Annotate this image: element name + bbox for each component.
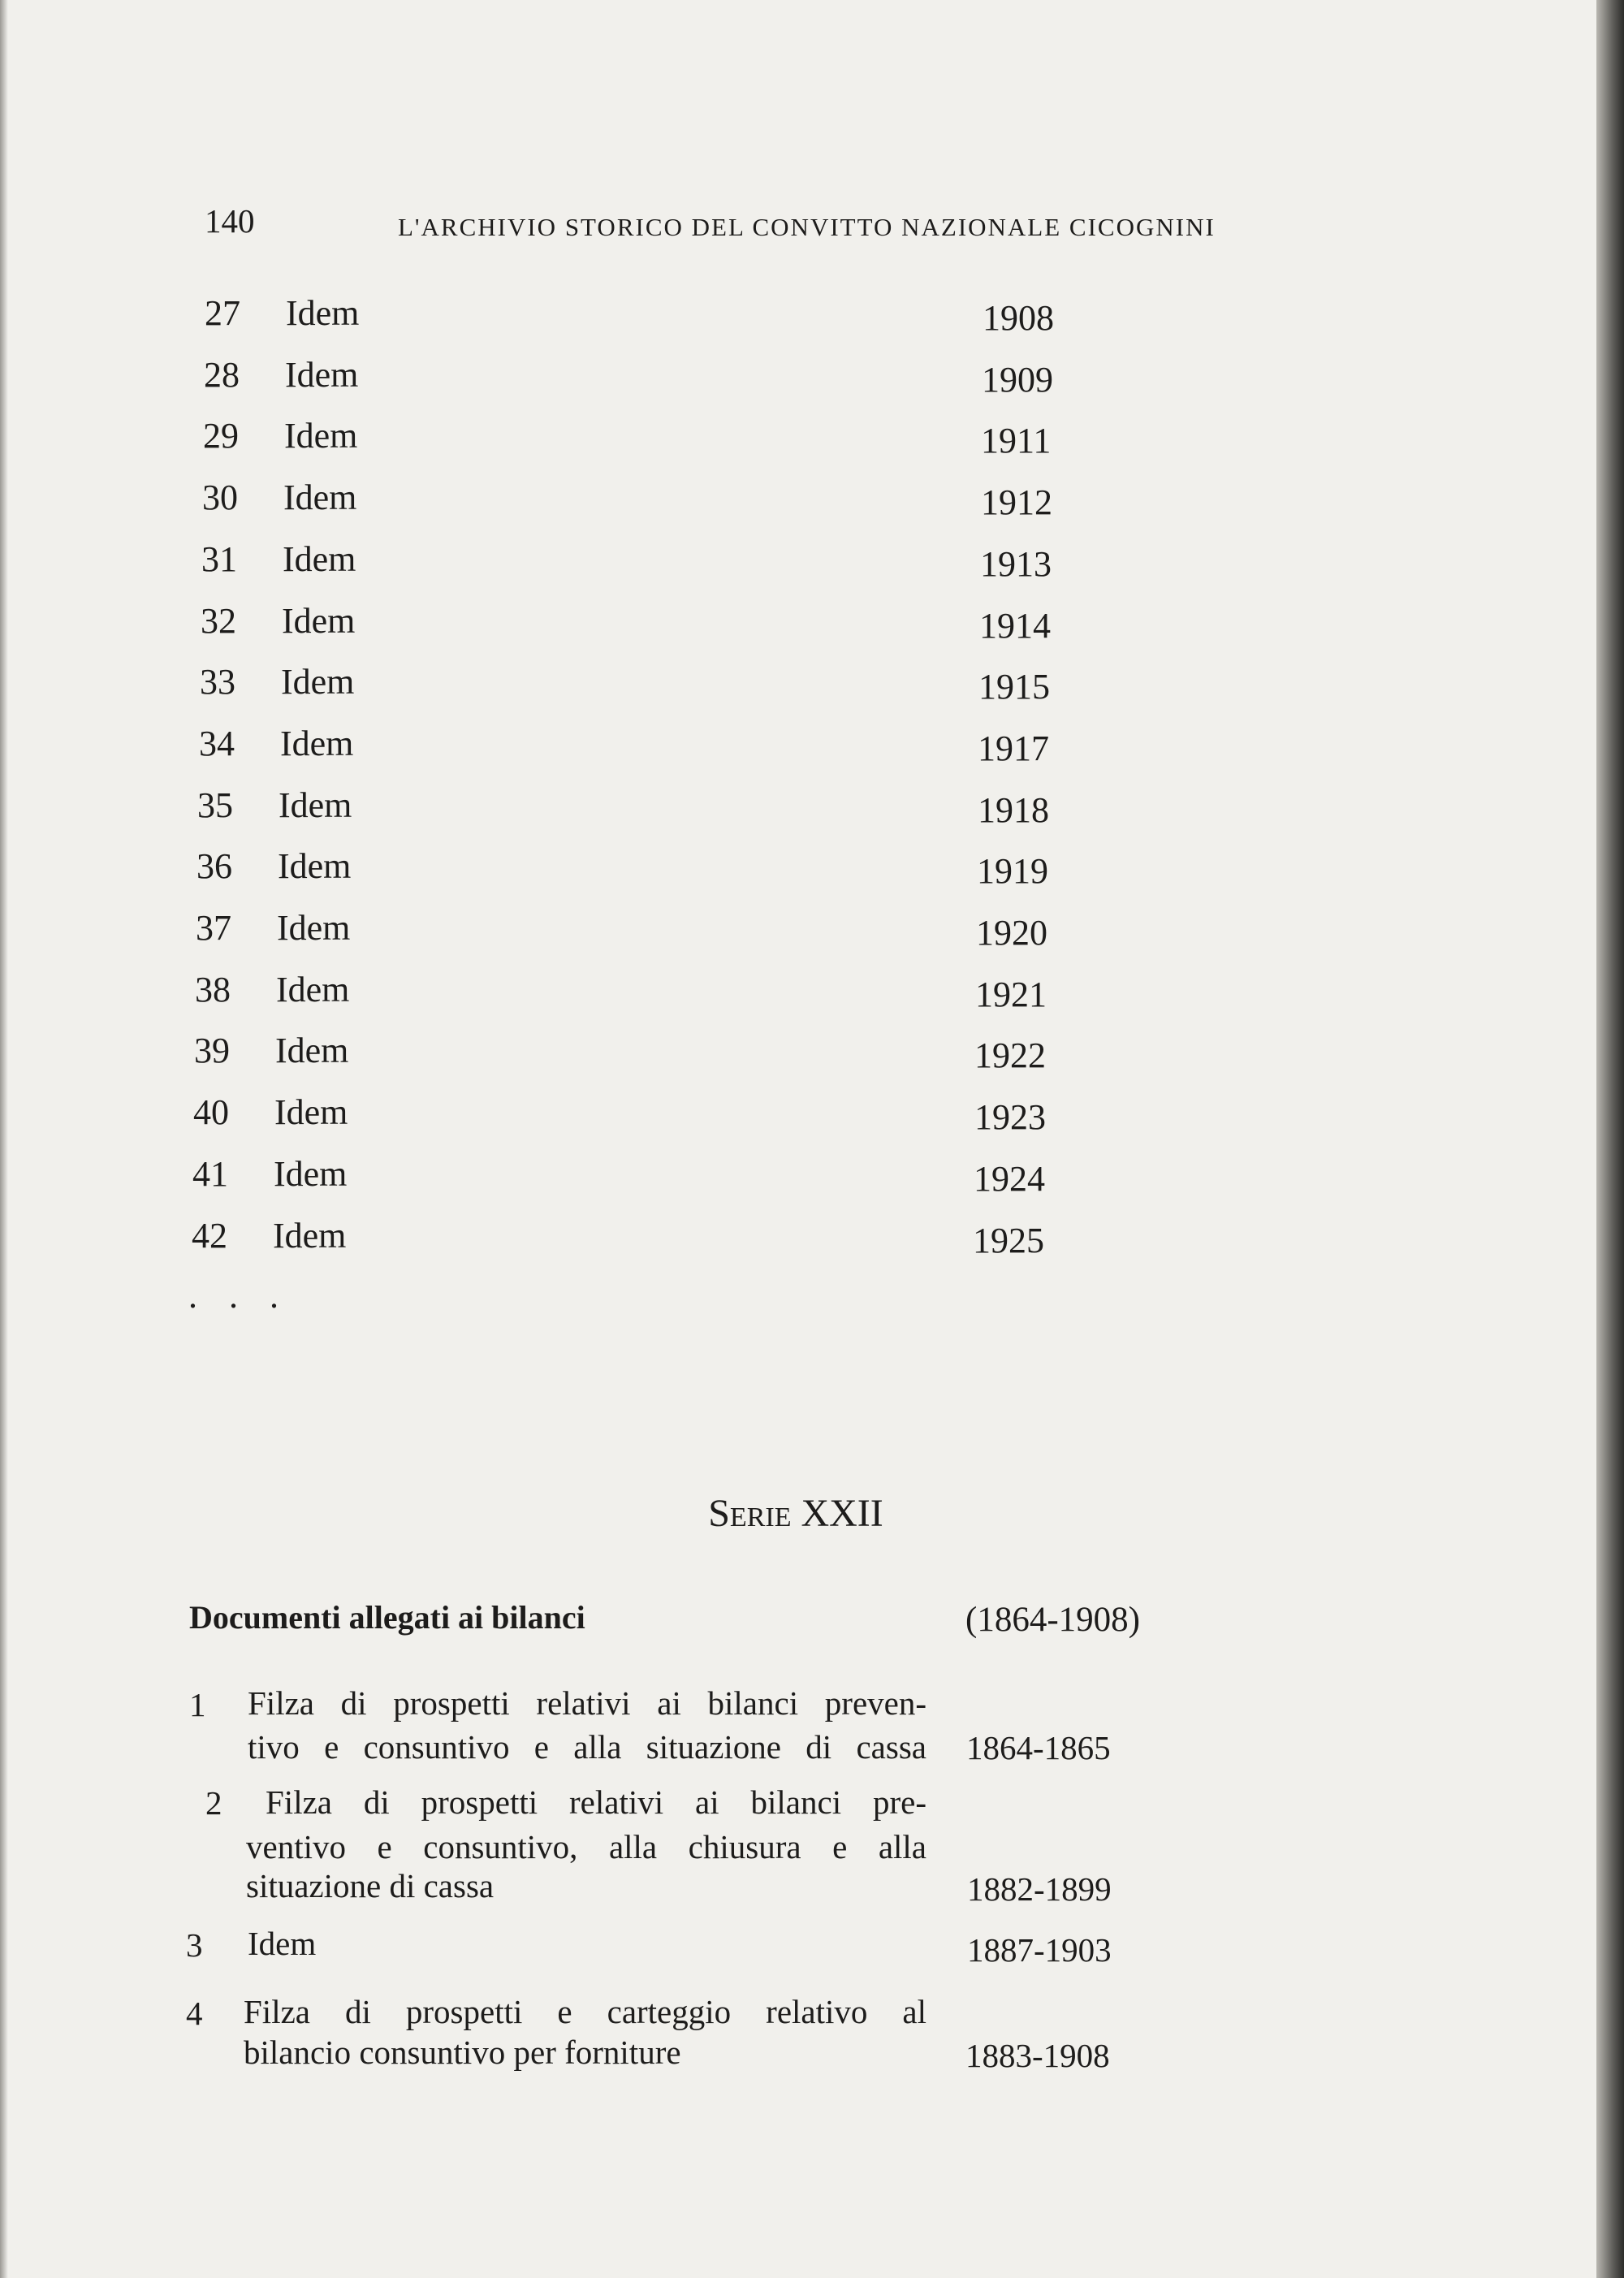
- entry-description: Idem: [285, 354, 359, 395]
- entry-year: 1908: [983, 298, 1054, 338]
- entry-year: 1912: [981, 482, 1052, 523]
- entry-number: 36: [197, 846, 232, 887]
- series-title: Documenti allegati ai bilanci: [189, 1599, 585, 1636]
- entry-year: 1918: [978, 789, 1049, 830]
- entry-description: Idem: [284, 416, 358, 456]
- item-years: 1887-1903: [967, 1931, 1112, 1969]
- item-years: 1864-1865: [966, 1729, 1111, 1766]
- entry-number: 29: [203, 416, 239, 456]
- entry-year: 1924: [974, 1158, 1045, 1199]
- entry-description: Idem: [281, 662, 355, 702]
- entry-number: 31: [201, 538, 237, 579]
- entry-number: 33: [200, 662, 235, 702]
- item-text-line: tivo e consuntivo e alla situazione di cassa: [248, 1728, 926, 1766]
- item-number: 1: [189, 1686, 206, 1723]
- item-text-line: Idem: [248, 1925, 317, 1962]
- page-left-edge: [0, 0, 8, 2278]
- entry-description: Idem: [273, 1215, 347, 1256]
- entry-description: Idem: [282, 600, 356, 641]
- entry-year: 1909: [982, 359, 1053, 400]
- entry-year: 1925: [973, 1220, 1044, 1260]
- series-date-range: (1864-1908): [965, 1601, 1140, 1639]
- entry-year: 1917: [978, 728, 1049, 768]
- entry-description: Idem: [283, 538, 356, 579]
- page-gutter-shadow: [1596, 0, 1624, 2278]
- item-text-line: ventivo e consuntivo, alla chiusura e alla: [246, 1828, 926, 1865]
- item-number: 2: [205, 1784, 222, 1822]
- entry-year: 1923: [974, 1097, 1046, 1138]
- entry-number: 27: [205, 293, 240, 333]
- entry-number: 32: [201, 600, 236, 641]
- running-head: L'ARCHIVIO STORICO DEL CONVITTO NAZIONALE CICOGNINI: [398, 213, 1216, 241]
- entry-description: Idem: [279, 785, 352, 825]
- entry-description: Idem: [278, 846, 352, 887]
- item-text-line: Filza di prospetti relativi ai bilanci pre-: [266, 1783, 926, 1821]
- entry-number: 38: [195, 969, 231, 1009]
- entry-number: 28: [204, 354, 240, 395]
- series-heading: Serie XXII: [708, 1492, 883, 1535]
- entry-year: 1913: [980, 543, 1052, 584]
- entry-number: 41: [192, 1153, 228, 1194]
- entry-number: 42: [192, 1215, 227, 1256]
- item-years: 1883-1908: [965, 2037, 1110, 2074]
- entry-year: 1915: [978, 667, 1050, 707]
- entry-number: 39: [194, 1031, 230, 1071]
- continuation-ellipsis: . . .: [188, 1276, 290, 1316]
- entry-description: Idem: [286, 293, 360, 333]
- page-number: 140: [205, 202, 255, 240]
- entry-description: Idem: [275, 1031, 349, 1071]
- entry-number: 37: [196, 908, 231, 948]
- entry-year: 1919: [977, 851, 1048, 892]
- entry-description: Idem: [280, 723, 354, 763]
- entry-description: Idem: [274, 1092, 348, 1133]
- entry-year: 1922: [974, 1035, 1046, 1076]
- entry-year: 1921: [975, 974, 1047, 1014]
- item-number: 3: [186, 1926, 203, 1964]
- item-text-line: situazione di cassa: [246, 1867, 495, 1904]
- entry-number: 30: [202, 478, 238, 518]
- item-years: 1882-1899: [967, 1870, 1112, 1908]
- entry-description: Idem: [274, 1153, 348, 1194]
- entry-description: Idem: [283, 478, 357, 518]
- entry-number: 34: [199, 723, 235, 763]
- item-text-line: bilancio consuntivo per forniture: [244, 2034, 681, 2071]
- item-number: 4: [186, 1995, 203, 2032]
- item-text-line: Filza di prospetti relativi ai bilanci preven-: [248, 1684, 926, 1722]
- entry-number: 35: [197, 785, 233, 825]
- item-text-line: Filza di prospetti e carteggio relativo al: [244, 1993, 926, 2030]
- entry-year: 1911: [981, 421, 1052, 461]
- entry-number: 40: [193, 1092, 229, 1133]
- entry-description: Idem: [277, 908, 351, 948]
- entry-description: Idem: [276, 969, 350, 1009]
- entry-year: 1920: [976, 913, 1047, 953]
- entry-year: 1914: [979, 605, 1051, 646]
